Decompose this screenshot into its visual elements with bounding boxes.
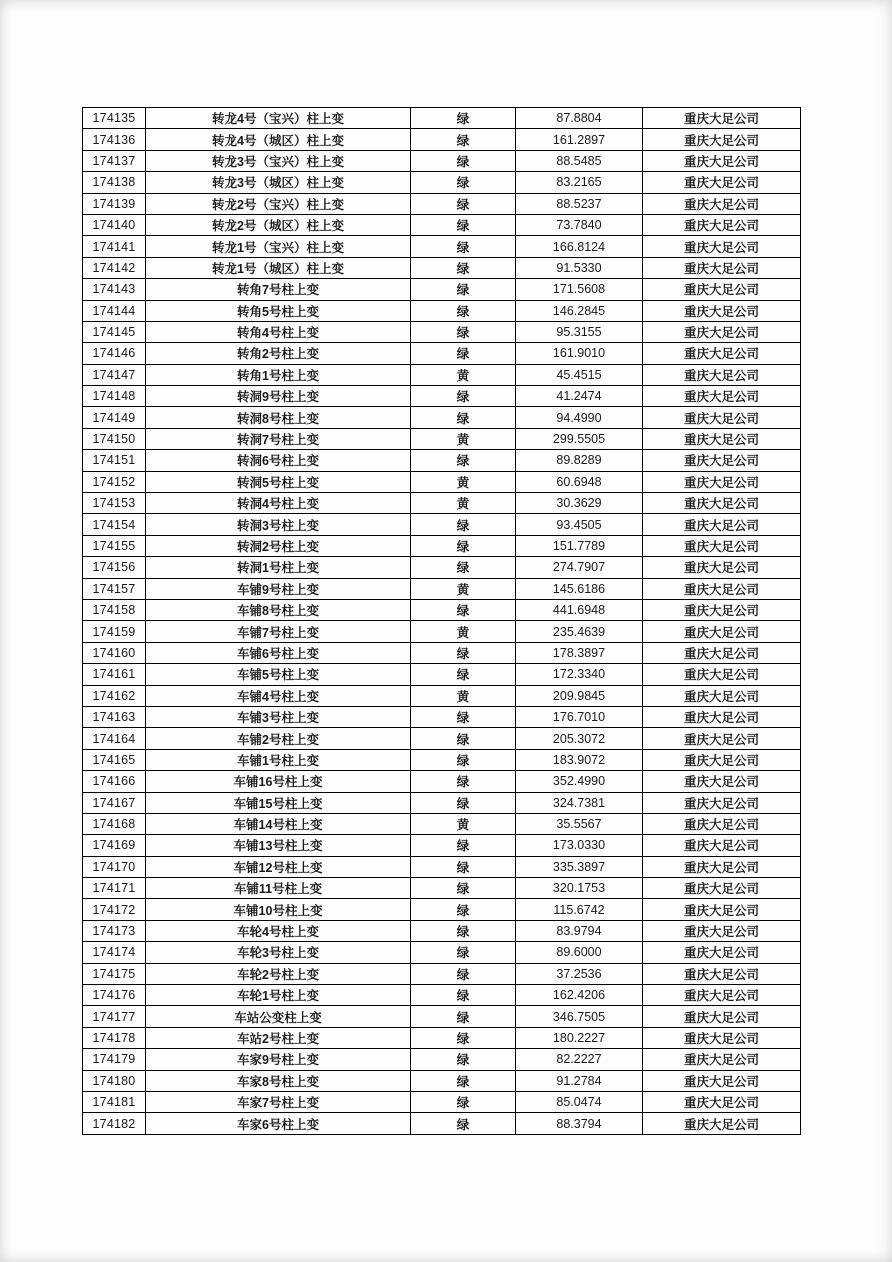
cell-id: 174168 (83, 813, 146, 834)
cell-company: 重庆大足公司 (643, 685, 801, 706)
cell-status: 绿 (411, 1006, 516, 1027)
cell-name: 转龙1号（宝兴）柱上变 (146, 236, 411, 257)
table-row (83, 706, 801, 727)
cell-id: 174148 (83, 386, 146, 407)
cell-status: 绿 (411, 407, 516, 428)
cell-value: 41.2474 (516, 386, 643, 407)
cell-id: 174167 (83, 792, 146, 813)
cell-company: 重庆大足公司 (643, 343, 801, 364)
cell-company: 重庆大足公司 (643, 257, 801, 278)
cell-id: 174147 (83, 364, 146, 385)
cell-name: 车站2号柱上变 (146, 1027, 411, 1048)
cell-value: 82.2227 (516, 1049, 643, 1070)
cell-status: 绿 (411, 343, 516, 364)
cell-value: 173.0330 (516, 835, 643, 856)
table-row (83, 279, 801, 300)
cell-id: 174146 (83, 343, 146, 364)
cell-name: 车轮2号柱上变 (146, 963, 411, 984)
cell-status: 黄 (411, 685, 516, 706)
cell-name: 转龙2号（城区）柱上变 (146, 214, 411, 235)
cell-name: 转龙1号（城区）柱上变 (146, 257, 411, 278)
cell-status: 绿 (411, 749, 516, 770)
cell-id: 174139 (83, 193, 146, 214)
cell-company: 重庆大足公司 (643, 771, 801, 792)
cell-company: 重庆大足公司 (643, 1070, 801, 1091)
cell-id: 174166 (83, 771, 146, 792)
table-row (83, 557, 801, 578)
cell-id: 174138 (83, 172, 146, 193)
cell-company: 重庆大足公司 (643, 493, 801, 514)
cell-name: 转角2号柱上变 (146, 343, 411, 364)
cell-value: 346.7505 (516, 1006, 643, 1027)
table-row (83, 493, 801, 514)
cell-status: 绿 (411, 920, 516, 941)
cell-name: 车轮3号柱上变 (146, 942, 411, 963)
cell-name: 转龙2号（宝兴）柱上变 (146, 193, 411, 214)
cell-value: 88.5237 (516, 193, 643, 214)
cell-value: 60.6948 (516, 471, 643, 492)
cell-id: 174177 (83, 1006, 146, 1027)
cell-status: 黄 (411, 621, 516, 642)
cell-id: 174145 (83, 321, 146, 342)
cell-value: 88.5485 (516, 150, 643, 171)
cell-value: 161.2897 (516, 129, 643, 150)
table-row (83, 621, 801, 642)
cell-status: 绿 (411, 771, 516, 792)
cell-name: 转洞3号柱上变 (146, 514, 411, 535)
table-row (83, 813, 801, 834)
cell-company: 重庆大足公司 (643, 300, 801, 321)
cell-id: 174174 (83, 942, 146, 963)
table-row (83, 899, 801, 920)
cell-status: 黄 (411, 493, 516, 514)
table-row (83, 214, 801, 235)
cell-id: 174160 (83, 642, 146, 663)
cell-name: 车铺8号柱上变 (146, 599, 411, 620)
table-row (83, 172, 801, 193)
cell-company: 重庆大足公司 (643, 728, 801, 749)
cell-name: 车站公变柱上变 (146, 1006, 411, 1027)
cell-name: 车家8号柱上变 (146, 1070, 411, 1091)
cell-status: 绿 (411, 856, 516, 877)
cell-value: 83.9794 (516, 920, 643, 941)
table-row (83, 1113, 801, 1134)
cell-company: 重庆大足公司 (643, 599, 801, 620)
cell-status: 绿 (411, 535, 516, 556)
cell-status: 绿 (411, 172, 516, 193)
cell-company: 重庆大足公司 (643, 1006, 801, 1027)
cell-company: 重庆大足公司 (643, 364, 801, 385)
table-row (83, 942, 801, 963)
cell-company: 重庆大足公司 (643, 621, 801, 642)
cell-status: 绿 (411, 878, 516, 899)
cell-value: 73.7840 (516, 214, 643, 235)
cell-company: 重庆大足公司 (643, 920, 801, 941)
table-row (83, 792, 801, 813)
table-row (83, 321, 801, 342)
cell-status: 绿 (411, 129, 516, 150)
cell-id: 174182 (83, 1113, 146, 1134)
cell-id: 174171 (83, 878, 146, 899)
cell-company: 重庆大足公司 (643, 214, 801, 235)
cell-status: 绿 (411, 942, 516, 963)
cell-id: 174159 (83, 621, 146, 642)
cell-name: 车铺4号柱上变 (146, 685, 411, 706)
cell-company: 重庆大足公司 (643, 535, 801, 556)
table-row (83, 856, 801, 877)
cell-status: 绿 (411, 1113, 516, 1134)
cell-id: 174156 (83, 557, 146, 578)
table-row (83, 835, 801, 856)
cell-id: 174141 (83, 236, 146, 257)
cell-value: 320.1753 (516, 878, 643, 899)
cell-value: 183.9072 (516, 749, 643, 770)
table-row (83, 1027, 801, 1048)
cell-company: 重庆大足公司 (643, 279, 801, 300)
cell-company: 重庆大足公司 (643, 514, 801, 535)
cell-value: 115.6742 (516, 899, 643, 920)
cell-name: 转洞7号柱上变 (146, 428, 411, 449)
table-row (83, 1006, 801, 1027)
cell-value: 91.2784 (516, 1070, 643, 1091)
cell-id: 174137 (83, 150, 146, 171)
cell-value: 274.7907 (516, 557, 643, 578)
cell-id: 174158 (83, 599, 146, 620)
cell-id: 174143 (83, 279, 146, 300)
table-row (83, 343, 801, 364)
cell-status: 绿 (411, 279, 516, 300)
cell-value: 178.3897 (516, 642, 643, 663)
cell-id: 174162 (83, 685, 146, 706)
table-row (83, 364, 801, 385)
cell-value: 235.4639 (516, 621, 643, 642)
cell-company: 重庆大足公司 (643, 942, 801, 963)
cell-company: 重庆大足公司 (643, 664, 801, 685)
table-row (83, 728, 801, 749)
table-sheet (82, 107, 800, 1135)
cell-name: 车铺2号柱上变 (146, 728, 411, 749)
cell-status: 绿 (411, 193, 516, 214)
table-row (83, 878, 801, 899)
cell-id: 174181 (83, 1091, 146, 1112)
cell-company: 重庆大足公司 (643, 129, 801, 150)
table-row (83, 599, 801, 620)
table-row (83, 300, 801, 321)
cell-value: 85.0474 (516, 1091, 643, 1112)
cell-company: 重庆大足公司 (643, 985, 801, 1006)
cell-id: 174179 (83, 1049, 146, 1070)
table-row (83, 150, 801, 171)
cell-value: 180.2227 (516, 1027, 643, 1048)
cell-company: 重庆大足公司 (643, 386, 801, 407)
cell-id: 174164 (83, 728, 146, 749)
cell-status: 黄 (411, 471, 516, 492)
cell-name: 转洞6号柱上变 (146, 450, 411, 471)
table-row (83, 535, 801, 556)
cell-value: 205.3072 (516, 728, 643, 749)
cell-value: 95.3155 (516, 321, 643, 342)
cell-value: 89.6000 (516, 942, 643, 963)
cell-status: 绿 (411, 300, 516, 321)
cell-value: 89.8289 (516, 450, 643, 471)
cell-company: 重庆大足公司 (643, 450, 801, 471)
cell-value: 161.9010 (516, 343, 643, 364)
cell-id: 174170 (83, 856, 146, 877)
table-row (83, 108, 801, 129)
cell-status: 黄 (411, 813, 516, 834)
cell-id: 174151 (83, 450, 146, 471)
cell-name: 转洞4号柱上变 (146, 493, 411, 514)
cell-value: 441.6948 (516, 599, 643, 620)
cell-status: 绿 (411, 1049, 516, 1070)
table-row (83, 985, 801, 1006)
cell-name: 车铺11号柱上变 (146, 878, 411, 899)
cell-company: 重庆大足公司 (643, 878, 801, 899)
table-row (83, 471, 801, 492)
cell-company: 重庆大足公司 (643, 407, 801, 428)
cell-company: 重庆大足公司 (643, 899, 801, 920)
cell-company: 重庆大足公司 (643, 428, 801, 449)
cell-status: 绿 (411, 706, 516, 727)
cell-id: 174152 (83, 471, 146, 492)
cell-status: 绿 (411, 728, 516, 749)
cell-value: 299.5505 (516, 428, 643, 449)
table-row (83, 193, 801, 214)
cell-company: 重庆大足公司 (643, 321, 801, 342)
cell-name: 车家6号柱上变 (146, 1113, 411, 1134)
cell-status: 绿 (411, 792, 516, 813)
cell-status: 绿 (411, 108, 516, 129)
cell-name: 车铺3号柱上变 (146, 706, 411, 727)
cell-company: 重庆大足公司 (643, 1027, 801, 1048)
cell-company: 重庆大足公司 (643, 706, 801, 727)
cell-value: 176.7010 (516, 706, 643, 727)
cell-name: 车轮4号柱上变 (146, 920, 411, 941)
cell-value: 37.2536 (516, 963, 643, 984)
cell-id: 174157 (83, 578, 146, 599)
cell-status: 绿 (411, 321, 516, 342)
cell-name: 车铺5号柱上变 (146, 664, 411, 685)
table-row (83, 407, 801, 428)
cell-id: 174178 (83, 1027, 146, 1048)
cell-status: 绿 (411, 450, 516, 471)
cell-name: 车铺16号柱上变 (146, 771, 411, 792)
cell-value: 209.9845 (516, 685, 643, 706)
cell-id: 174153 (83, 493, 146, 514)
cell-name: 转洞5号柱上变 (146, 471, 411, 492)
cell-status: 绿 (411, 514, 516, 535)
cell-name: 转角4号柱上变 (146, 321, 411, 342)
cell-name: 转角5号柱上变 (146, 300, 411, 321)
cell-name: 转龙4号（城区）柱上变 (146, 129, 411, 150)
cell-status: 绿 (411, 1091, 516, 1112)
cell-company: 重庆大足公司 (643, 749, 801, 770)
cell-status: 绿 (411, 1070, 516, 1091)
table-row (83, 1070, 801, 1091)
cell-status: 绿 (411, 214, 516, 235)
cell-value: 87.8804 (516, 108, 643, 129)
cell-id: 174144 (83, 300, 146, 321)
cell-id: 174173 (83, 920, 146, 941)
cell-id: 174163 (83, 706, 146, 727)
table-row (83, 749, 801, 770)
cell-id: 174165 (83, 749, 146, 770)
cell-id: 174180 (83, 1070, 146, 1091)
transformer-table (82, 107, 801, 1135)
cell-name: 车铺13号柱上变 (146, 835, 411, 856)
cell-id: 174135 (83, 108, 146, 129)
cell-value: 146.2845 (516, 300, 643, 321)
cell-name: 转角1号柱上变 (146, 364, 411, 385)
table-row (83, 514, 801, 535)
table-row (83, 257, 801, 278)
cell-id: 174172 (83, 899, 146, 920)
cell-status: 绿 (411, 236, 516, 257)
table-row (83, 578, 801, 599)
cell-id: 174149 (83, 407, 146, 428)
table-row (83, 236, 801, 257)
cell-name: 转洞2号柱上变 (146, 535, 411, 556)
cell-status: 绿 (411, 642, 516, 663)
cell-name: 转洞8号柱上变 (146, 407, 411, 428)
cell-value: 35.5567 (516, 813, 643, 834)
transformer-table-body (83, 108, 801, 1135)
cell-value: 83.2165 (516, 172, 643, 193)
cell-status: 绿 (411, 963, 516, 984)
cell-status: 绿 (411, 257, 516, 278)
cell-name: 车铺6号柱上变 (146, 642, 411, 663)
cell-company: 重庆大足公司 (643, 108, 801, 129)
cell-value: 171.5608 (516, 279, 643, 300)
cell-name: 转洞1号柱上变 (146, 557, 411, 578)
cell-status: 绿 (411, 985, 516, 1006)
cell-value: 352.4990 (516, 771, 643, 792)
cell-value: 145.6186 (516, 578, 643, 599)
cell-value: 30.3629 (516, 493, 643, 514)
table-row (83, 1049, 801, 1070)
cell-company: 重庆大足公司 (643, 471, 801, 492)
cell-company: 重庆大足公司 (643, 193, 801, 214)
cell-company: 重庆大足公司 (643, 1113, 801, 1134)
cell-value: 93.4505 (516, 514, 643, 535)
cell-status: 黄 (411, 428, 516, 449)
cell-company: 重庆大足公司 (643, 236, 801, 257)
table-row (83, 386, 801, 407)
cell-value: 45.4515 (516, 364, 643, 385)
cell-value: 166.8124 (516, 236, 643, 257)
cell-company: 重庆大足公司 (643, 792, 801, 813)
cell-company: 重庆大足公司 (643, 172, 801, 193)
cell-name: 车铺14号柱上变 (146, 813, 411, 834)
cell-company: 重庆大足公司 (643, 856, 801, 877)
cell-company: 重庆大足公司 (643, 1091, 801, 1112)
cell-name: 车铺10号柱上变 (146, 899, 411, 920)
cell-status: 绿 (411, 899, 516, 920)
cell-status: 黄 (411, 364, 516, 385)
cell-name: 车铺7号柱上变 (146, 621, 411, 642)
table-row (83, 428, 801, 449)
cell-name: 车铺15号柱上变 (146, 792, 411, 813)
cell-id: 174155 (83, 535, 146, 556)
cell-name: 车轮1号柱上变 (146, 985, 411, 1006)
cell-status: 绿 (411, 664, 516, 685)
cell-name: 转龙3号（宝兴）柱上变 (146, 150, 411, 171)
cell-id: 174150 (83, 428, 146, 449)
cell-value: 94.4990 (516, 407, 643, 428)
cell-status: 绿 (411, 150, 516, 171)
table-row (83, 642, 801, 663)
cell-id: 174175 (83, 963, 146, 984)
table-row (83, 963, 801, 984)
cell-status: 绿 (411, 386, 516, 407)
cell-id: 174161 (83, 664, 146, 685)
cell-value: 335.3897 (516, 856, 643, 877)
cell-company: 重庆大足公司 (643, 1049, 801, 1070)
cell-company: 重庆大足公司 (643, 835, 801, 856)
cell-value: 151.7789 (516, 535, 643, 556)
cell-id: 174136 (83, 129, 146, 150)
cell-value: 91.5330 (516, 257, 643, 278)
table-row (83, 771, 801, 792)
cell-company: 重庆大足公司 (643, 578, 801, 599)
cell-id: 174142 (83, 257, 146, 278)
table-row (83, 1091, 801, 1112)
cell-value: 172.3340 (516, 664, 643, 685)
table-row (83, 450, 801, 471)
cell-name: 转洞9号柱上变 (146, 386, 411, 407)
cell-name: 转龙3号（城区）柱上变 (146, 172, 411, 193)
cell-company: 重庆大足公司 (643, 813, 801, 834)
cell-name: 车铺1号柱上变 (146, 749, 411, 770)
cell-value: 88.3794 (516, 1113, 643, 1134)
cell-id: 174176 (83, 985, 146, 1006)
cell-name: 车铺9号柱上变 (146, 578, 411, 599)
table-row (83, 920, 801, 941)
cell-company: 重庆大足公司 (643, 557, 801, 578)
cell-name: 转角7号柱上变 (146, 279, 411, 300)
cell-id: 174154 (83, 514, 146, 535)
cell-id: 174169 (83, 835, 146, 856)
cell-company: 重庆大足公司 (643, 150, 801, 171)
cell-company: 重庆大足公司 (643, 963, 801, 984)
cell-name: 车家9号柱上变 (146, 1049, 411, 1070)
cell-company: 重庆大足公司 (643, 642, 801, 663)
table-row (83, 129, 801, 150)
cell-name: 转龙4号（宝兴）柱上变 (146, 108, 411, 129)
cell-status: 绿 (411, 1027, 516, 1048)
cell-id: 174140 (83, 214, 146, 235)
cell-status: 绿 (411, 599, 516, 620)
cell-value: 324.7381 (516, 792, 643, 813)
table-row (83, 685, 801, 706)
cell-name: 车家7号柱上变 (146, 1091, 411, 1112)
cell-value: 162.4206 (516, 985, 643, 1006)
cell-status: 绿 (411, 557, 516, 578)
cell-status: 黄 (411, 578, 516, 599)
table-row (83, 664, 801, 685)
cell-status: 绿 (411, 835, 516, 856)
cell-name: 车铺12号柱上变 (146, 856, 411, 877)
